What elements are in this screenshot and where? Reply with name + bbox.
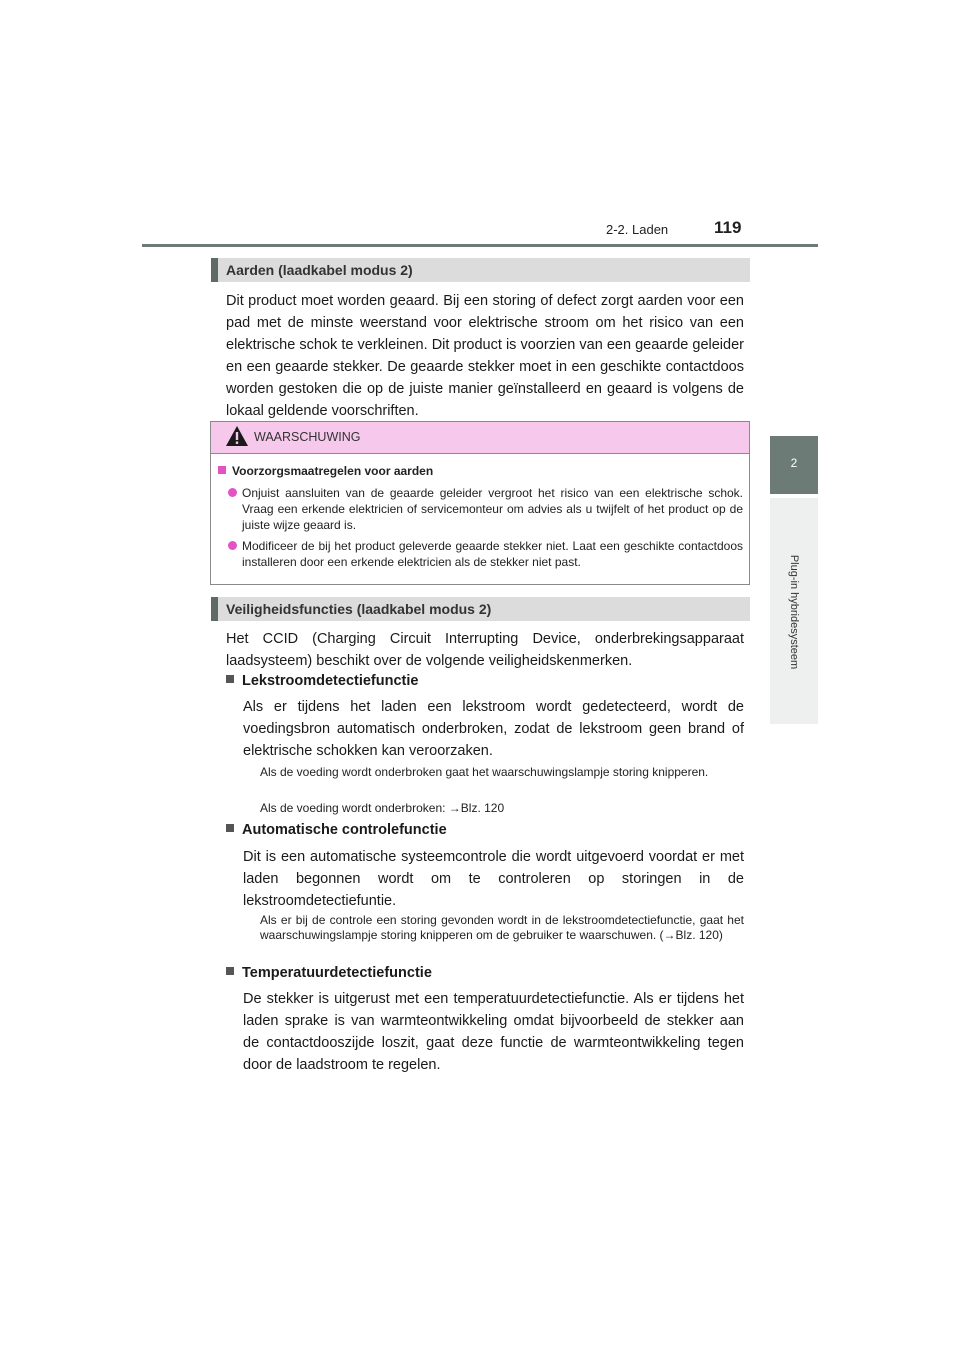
- dot-bullet-icon: [228, 541, 237, 550]
- feature-note: Als de voeding wordt onderbroken: →Blz. 120: [260, 801, 505, 815]
- feature-body: Als er tijdens het laden een lekstroom wordt gedetecteerd, wordt de voedingsbron automatisch onderbroken, zodat de lekstroom geen brand of elektrische schokken kan veroorzaken.: [243, 699, 744, 759]
- section-intro: Het CCID (Charging Circuit Interrupting Device, onderbrekingsapparaat laadsysteem) beschikt over de volgende veiligheidskenmerken.: [226, 631, 744, 669]
- feature-heading-text: Lekstroomdetectiefunctie: [242, 673, 419, 689]
- warning-item: [242, 485, 743, 533]
- square-bullet-icon: [226, 824, 234, 832]
- feature-note: Als er bij de controle een storing gevonden wordt in de lekstroomdetectiefunctie, gaat het waarschuwingslampje storing knipperen om de gebruiker te waarschuwen. (→Blz. 120): [260, 913, 744, 942]
- section-label: 2-2. Laden: [606, 222, 669, 237]
- feature-heading: [226, 822, 447, 838]
- warning-subheading-text: Voorzorgsmaatregelen voor aarden: [232, 464, 434, 478]
- warning-item-text: Onjuist aansluiten van de geaarde geleider vergroot het risico van een elektrische schok. Vraag een erkende elektricien of servicemonteur om advies als u twijfelt of het product op de juiste wijze geaard is.: [242, 486, 743, 532]
- dot-bullet-icon: [228, 488, 237, 497]
- warning-box: [210, 421, 750, 585]
- warning-item-text: Modificeer de bij het product geleverde geaarde stekker niet. Laat een geschikte contactdoos installeren door een erkende elektricien als de stekker niet past.: [242, 539, 743, 569]
- feature-heading: [226, 673, 418, 689]
- feature-note: Als de voeding wordt onderbroken gaat het waarschuwingslampje storing knipperen.: [260, 765, 709, 779]
- header-rule: [142, 244, 818, 247]
- chapter-number: 2: [790, 456, 798, 470]
- feature-body: Dit is een automatische systeemcontrole die wordt uitgevoerd voordat er met laden begonnen wordt om te controleren op storingen in de lekstroomdetectiefuntie.: [243, 849, 744, 909]
- feature-heading-text: Automatische controlefunctie: [242, 822, 447, 838]
- section-heading-aarden: Aarden (laadkabel modus 2): [211, 258, 750, 282]
- warning-subheading: [218, 464, 433, 478]
- feature-heading-text: Temperatuurdetectiefunctie: [242, 965, 432, 981]
- feature-heading: [226, 965, 432, 981]
- warning-item: [242, 538, 743, 570]
- section-paragraph: Dit product moet worden geaard. Bij een storing of defect zorgt aarden voor een pad met de minste weerstand voor elektrische stroom om het risico van een elektrische schok te verkleinen. Dit product is voorzien van een geaarde geleider en een geaarde stekker. De geaarde stekker moet in een geschikte contactdoos worden gestoken die op de juiste manier geïnstalleerd en geaard is volgens de lokaal geldende voorschriften.: [226, 293, 744, 419]
- feature-body: De stekker is uitgerust met een temperatuurdetectiefunctie. Als er tijdens het laden sprake is van warmteontwikkeling omdat bijvoorbeeld de stekker aan de contactdooszijde loszit, gaat deze functie de warmteontwikkeling tegen door de laadstroom te regelen.: [243, 991, 744, 1073]
- chapter-label: Plug-in hybridesysteem: [788, 554, 800, 670]
- square-bullet-icon: [226, 675, 234, 683]
- page-number: 119: [714, 218, 742, 237]
- square-bullet-icon: [226, 967, 234, 975]
- chapter-tab: [770, 436, 818, 494]
- warning-title: WAARSCHUWING: [254, 430, 361, 444]
- warning-triangle-icon: [225, 425, 249, 447]
- section-heading-veiligheidsfuncties: Veiligheidsfuncties (laadkabel modus 2): [211, 597, 750, 621]
- warning-header: [211, 422, 749, 454]
- square-bullet-icon: [218, 466, 226, 474]
